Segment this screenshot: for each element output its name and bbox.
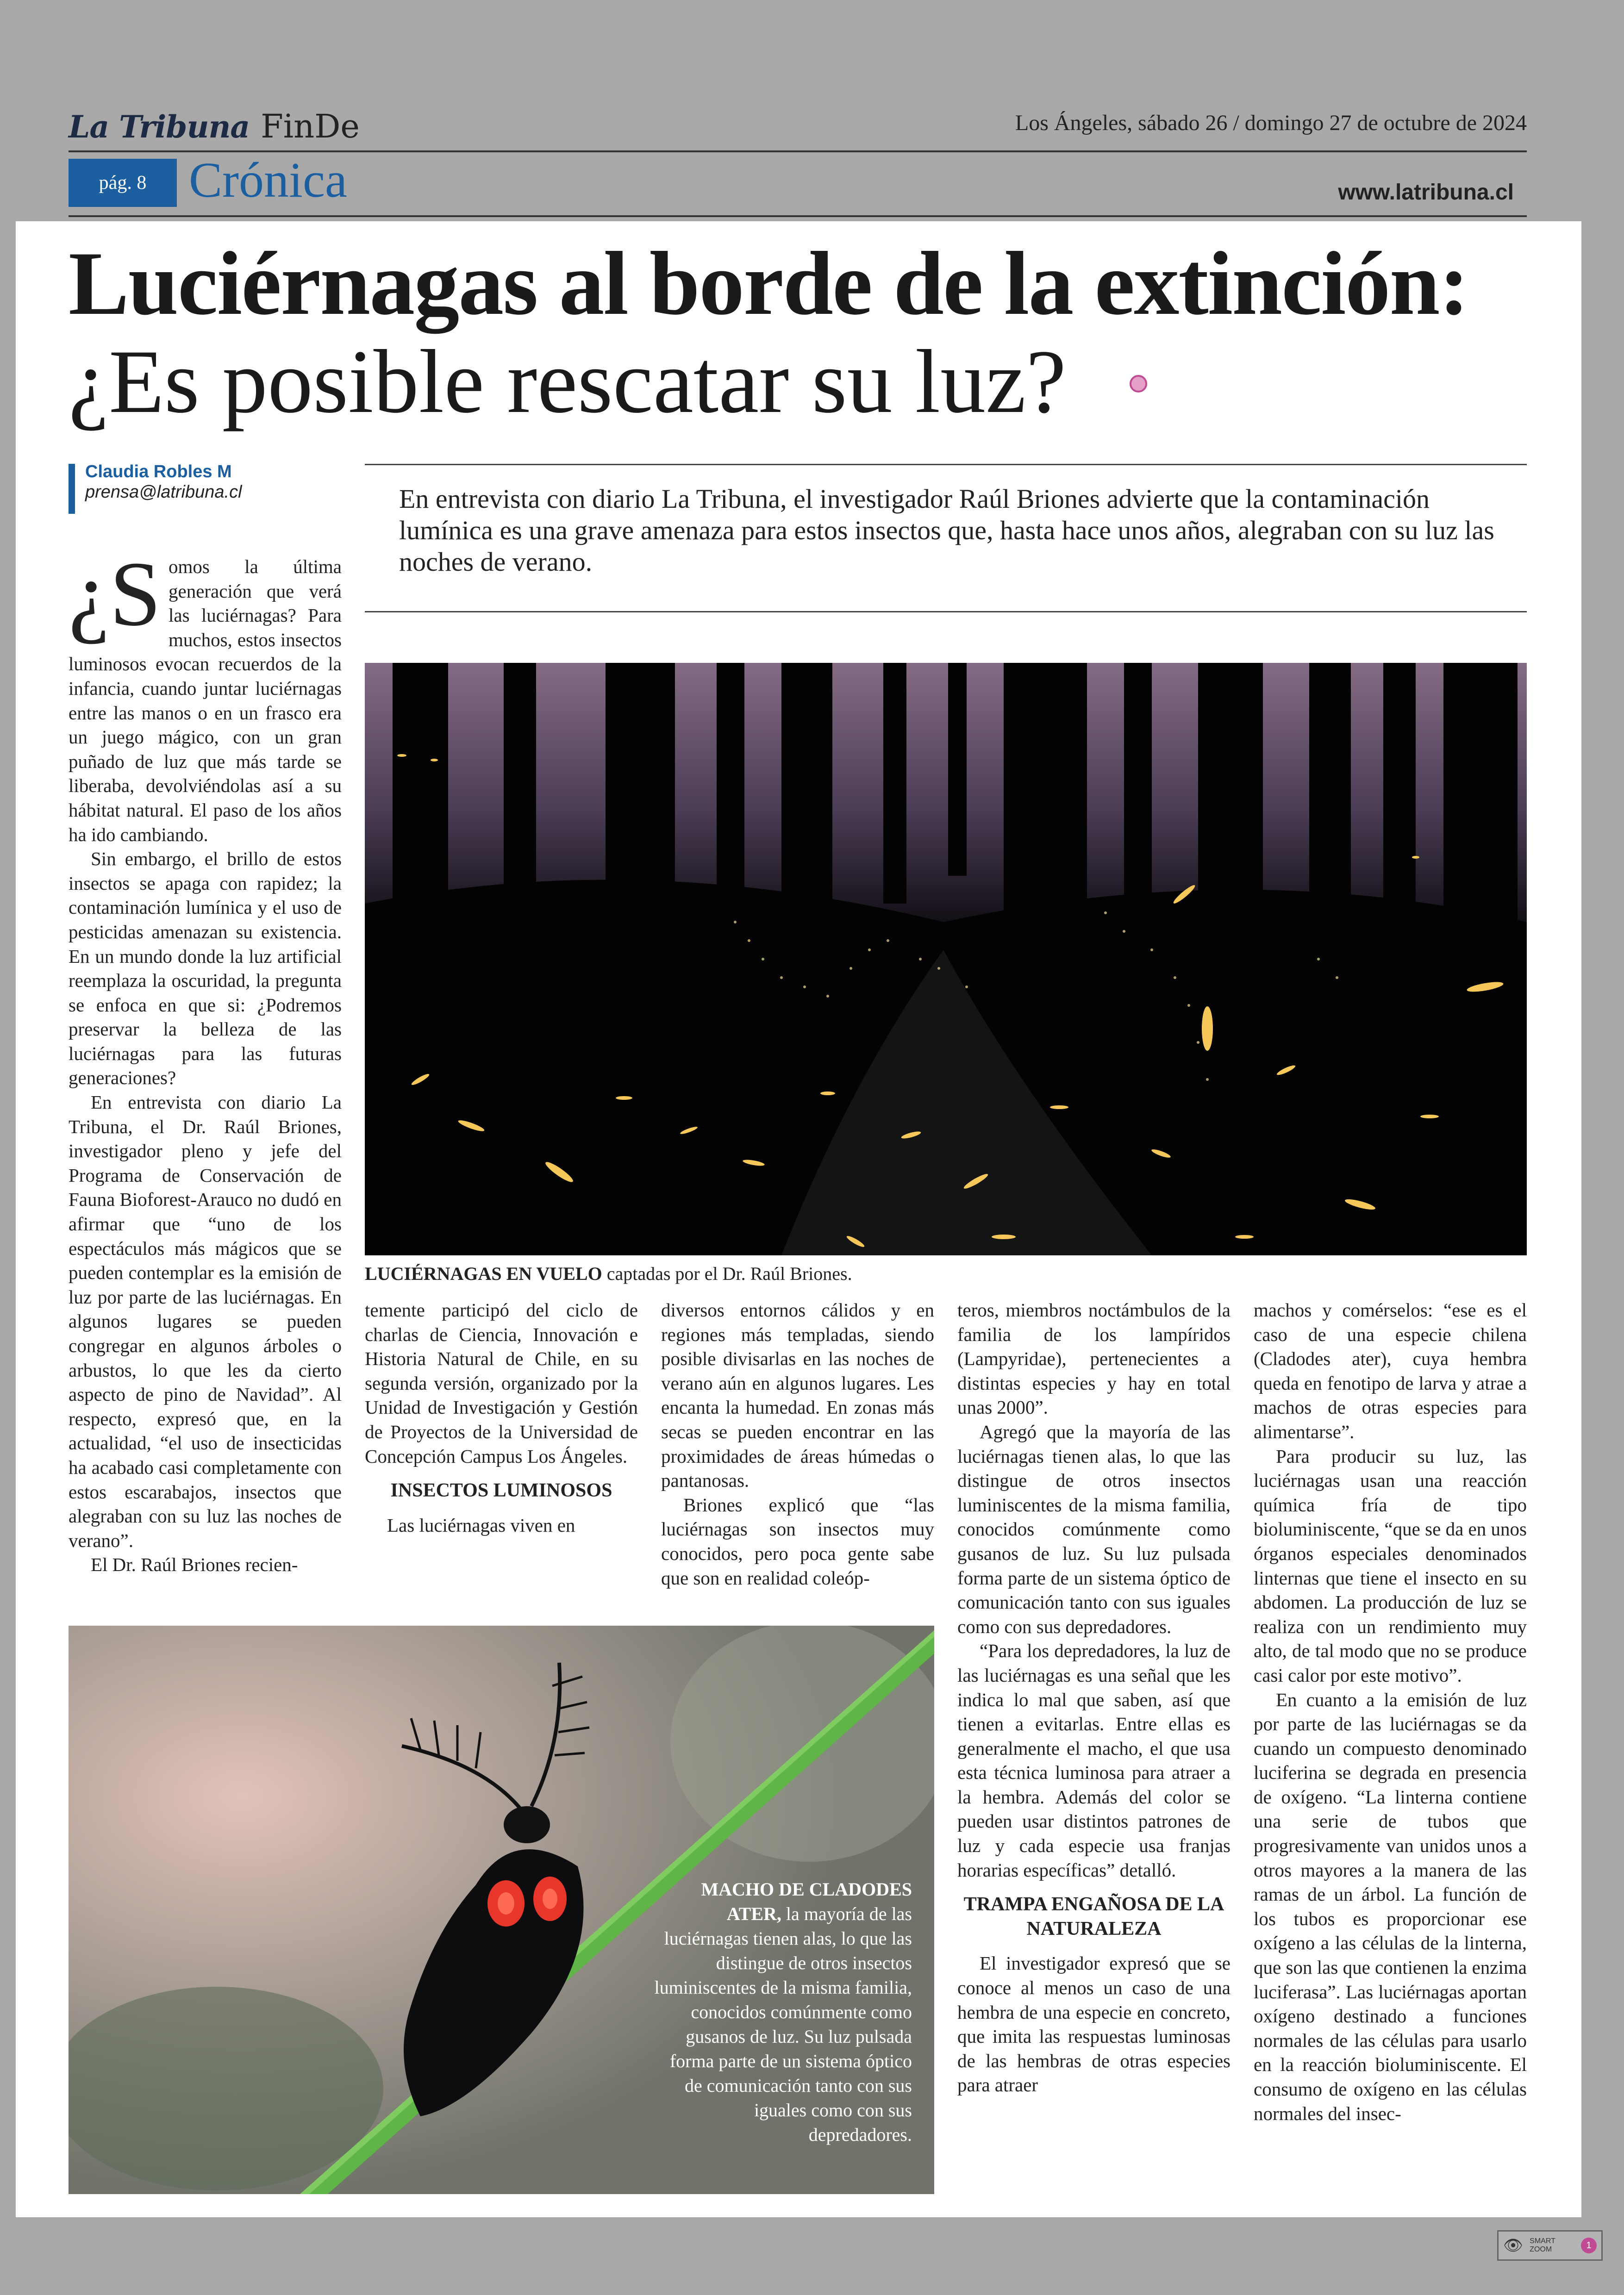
article-column-5 bbox=[1254, 1298, 1527, 2126]
annotation-dot-icon[interactable] bbox=[1130, 375, 1147, 393]
header-rule-bottom bbox=[69, 215, 1527, 217]
article-column-1 bbox=[69, 543, 342, 1577]
headline-line-1: Luciérnagas al borde de la extinción: bbox=[69, 233, 1468, 334]
zoom-badge: 1 bbox=[1581, 2238, 1597, 2253]
website-link[interactable]: www.latribuna.cl bbox=[1338, 180, 1514, 205]
drop-cap: ¿S bbox=[69, 543, 161, 645]
paragraph: Sin embargo, el brillo de estos insectos se apaga con rapidez; la contaminación lumínica y el uso de pesticidas amenazan su existencia. En un mundo donde la luz artificial reemplaza la oscuridad, la pregunta se enfoca en que si: ¿Podremos preservar la belleza de las luciérnagas para las futuras generaciones? bbox=[69, 848, 342, 1089]
fireflies-forest-image bbox=[365, 663, 1527, 1255]
paragraph: En cuanto a la emisión de luz por parte de las luciérnagas se da cuando un compuesto denominado luciferina se degrada en presencia de oxígeno. “La linterna contiene una serie de tubos que progresivamente van unidos unos a otros mayores a la manera de las ramas de un árbol. La función de los tubos es proporcionar ese oxígeno a las células de la linterna, que son las que contienen la enzima luciferasa”. Las luciérnagas aportan oxígeno destinado a funciones normales de las células para usarlo en la reacción bioluminiscente. El consumo de oxígeno en las células normales del insec- bbox=[1254, 1689, 1527, 2124]
paragraph: El investigador expresó que se conoce al menos un caso de una hembra de una especie en concreto, que imita las respuestas luminosas de las hembras de otras especies para atraer bbox=[957, 1952, 1230, 2096]
article-column-2 bbox=[365, 1298, 638, 1537]
paragraph: En entrevista con diario La Tribuna, el Dr. Raúl Briones, investigador pleno y jefe del Programa de Conservación de Fauna Bioforest-Arauco no dudó en afirmar que “uno de los espectáculos más mágicos que se pueden contemplar es la emisión de luz por parte de las luciérnagas. En algunos lugares se pueden congregar en algunos árboles o arbustos, lo que les da cierto aspecto de pino de Navidad”. Al respecto, expresó que, en la actualidad, “el uso de insecticidas ha acabado casi completamente con estos escarabajos, insectos que alegraban con su luz las noches de verano”. bbox=[69, 1091, 342, 1551]
supplement-name: FinDe bbox=[261, 107, 360, 145]
paragraph: diversos entornos cálidos y en regiones más templadas, siendo posible divisarlas en las noches de verano aún en algunos lugares. Les encanta la humedad. En zonas más secas se pueden encontrar en las proximidades de áreas húmedas o pantanosas. bbox=[661, 1299, 934, 1491]
page-number-box: pág. 8 bbox=[69, 159, 177, 207]
paragraph: Las luciérnagas viven en bbox=[387, 1514, 575, 1536]
lead-rule-bottom bbox=[365, 611, 1527, 612]
article-lead: En entrevista con diario La Tribuna, el investigador Raúl Briones advierte que la contaminación lumínica es una grave amenaza para estos insectos que, hasta hace unos años, alegraban con su luz las noches de verano. bbox=[399, 484, 1494, 577]
paragraph: Briones explicó que “las luciérnagas son insectos muy conocidos, pero poca gente sabe que son en realidad coleóp- bbox=[661, 1494, 934, 1589]
smart-zoom-button[interactable] bbox=[1497, 2230, 1603, 2261]
paragraph: machos y comérselos: “ese es el caso de una especie chilena (Cladodes ater), cuya hembra queda en fenotipo de larva y atrae a machos de otras especies para alimentarse”. bbox=[1254, 1299, 1527, 1442]
paragraph: “Para los depredadores, la luz de las luciérnagas es una señal que les indica lo mal que saben, así que tienen a evitarlas. Entre ellas es generalmente el macho, el que usa esta técnica luminosa para atraer a la hembra. Además del color se pueden usar distintos patrones de luz y cada especie usa franjas horarias específicas” detalló. bbox=[957, 1640, 1230, 1881]
beetle-photo-caption: MACHO DE CLADODES ATER, la mayoría de las luciérnagas tienen alas, lo que las distingue de otros insectos luminiscentes de la misma familia, conocidos comúnmente como gusanos de luz. Su luz pulsada forma parte de un sistema óptico de comunicación tanto con sus iguales como con sus depredadores. bbox=[654, 1879, 912, 2145]
smart-zoom-label: SMART ZOOM bbox=[1530, 2237, 1555, 2253]
headline-line-2: ¿Es posible rescatar su luz? bbox=[69, 331, 1067, 432]
masthead bbox=[69, 107, 360, 149]
paragraph: teros, miembros noctámbulos de la familia de los lampíridos (Lampyridae), pertenecientes a distintas especies y hay en total unas 2000”. bbox=[957, 1299, 1230, 1418]
newspaper-logo: La Tribuna bbox=[69, 109, 250, 145]
byline-accent-bar bbox=[69, 464, 75, 514]
author-name: Claudia Robles M bbox=[85, 462, 232, 481]
subheading: INSECTOS LUMINOSOS bbox=[390, 1480, 612, 1502]
paragraph: ¿S omos la última generación que verá las luciérnagas? Para muchos, estos insectos luminosos evocan recuerdos de la infancia, cuando juntar luciérnagas entre las manos o en un frasco era un juego mágico, con un gran puñado de luz que más tarde se liberaba, devolviéndolas así a su hábitat natural. El paso de los años ha ido cambiando. bbox=[69, 543, 342, 845]
paragraph: Agregó que la mayoría de las luciérnagas tienen alas, lo que las distingue de otros insectos luminiscentes de la misma familia, conocidos comúnmente como gusanos de luz. Su luz pulsada forma parte de un sistema óptico de comunicación tanto con sus iguales como con sus depredadores. bbox=[957, 1421, 1230, 1637]
paragraph: El Dr. Raúl Briones recien- bbox=[91, 1554, 298, 1576]
main-photo-caption: LUCIÉRNAGAS EN VUELO captadas por el Dr. Raúl Briones. bbox=[365, 1263, 852, 1284]
paragraph: Para producir su luz, las luciérnagas usan una reacción química fría de tipo bioluminiscente, “que se da en unos órganos especiales denominados linternas que tiene el insecto en su abdomen. La producción de luz se realiza con un rendimiento muy alto, de tal modo que no se produce casi calor por este motivo”. bbox=[1254, 1445, 1527, 1686]
dateline: Los Ángeles, sábado 26 / domingo 27 de octubre de 2024 bbox=[1015, 111, 1527, 135]
article-column-4 bbox=[957, 1298, 1230, 2097]
subheading: TRAMPA ENGAÑOSA DE LA NATURALEZA bbox=[963, 1894, 1224, 1940]
lead-rule-top bbox=[365, 464, 1527, 465]
fireflies-photo bbox=[365, 663, 1527, 1255]
section-title: Crónica bbox=[189, 153, 347, 208]
eye-icon: 👁 bbox=[1503, 2237, 1524, 2254]
article-column-3 bbox=[661, 1298, 934, 1590]
paragraph: temente participó del ciclo de charlas de Ciencia, Innovación e Historia Natural de Chile, en su segunda versión, organizado por la Unidad de Investigación y Gestión de Proyectos de la Universidad de Concepción Campus Los Ángeles. bbox=[365, 1299, 638, 1467]
author-email[interactable]: prensa@latribuna.cl bbox=[85, 482, 242, 502]
